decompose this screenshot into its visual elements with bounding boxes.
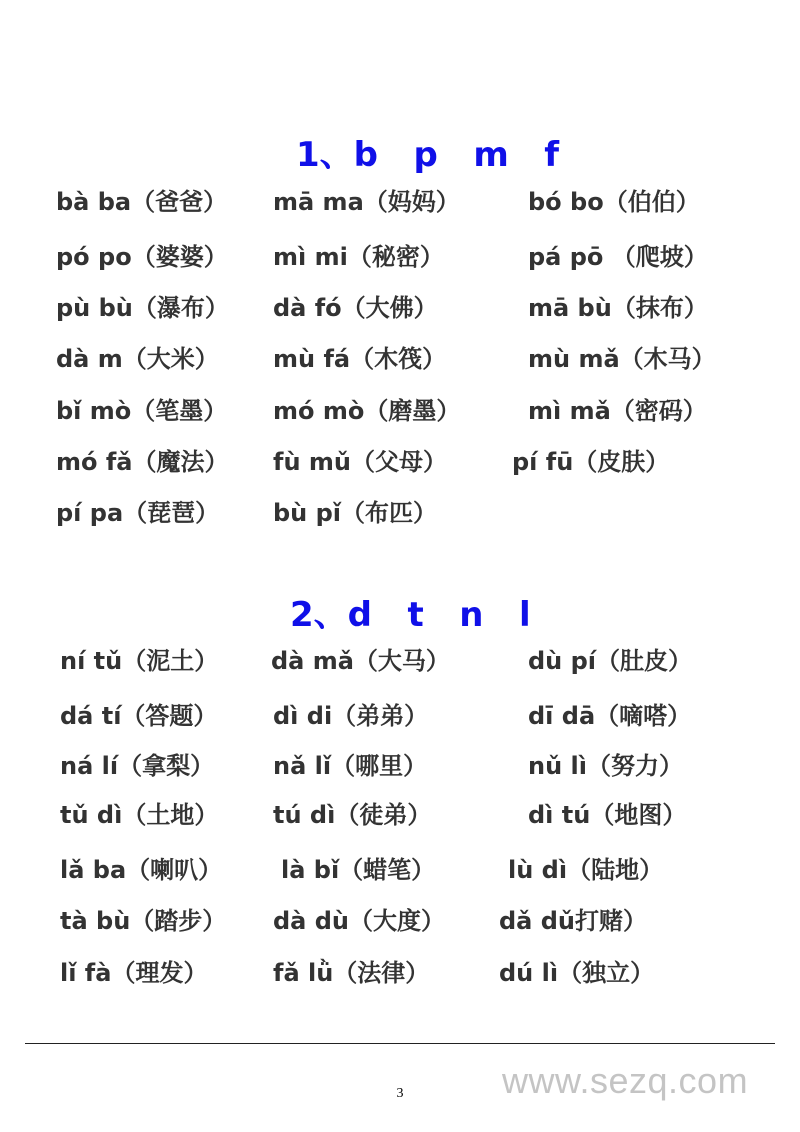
word-entry: nǔ lì（努力） xyxy=(528,752,683,780)
word-entry: dà dù（大度） xyxy=(273,907,445,935)
word-entry: pí pa（琵琶） xyxy=(56,499,220,527)
word-entry: fǎ lǜ（法律） xyxy=(273,959,430,987)
word-entry: tà bù（踏步） xyxy=(60,907,227,935)
word-entry: dá tí（答题） xyxy=(60,702,218,730)
word-entry: tǔ dì（土地） xyxy=(60,801,219,829)
word-entry: dì di（弟弟） xyxy=(273,702,429,730)
word-entry: pí fū（皮肤） xyxy=(512,448,670,476)
word-entry: bù pǐ（布匹） xyxy=(273,499,438,527)
word-entry: lǐ fà（理发） xyxy=(60,959,208,987)
word-entry: bó bo（伯伯） xyxy=(528,188,700,216)
word-entry: lǎ ba（喇叭） xyxy=(60,856,223,884)
word-entry: pó po（婆婆） xyxy=(56,243,228,271)
word-entry: mì mi（秘密） xyxy=(273,243,444,271)
word-entry: bǐ mò（笔墨） xyxy=(56,397,228,425)
word-entry: dī dā（嘀嗒） xyxy=(528,702,692,730)
word-entry: pá pō （爬坡） xyxy=(528,243,708,271)
word-entry: mù fá（木筏） xyxy=(273,345,447,373)
word-entry: dǎ dǔ打赌） xyxy=(499,907,647,935)
word-entry: mā ma（妈妈） xyxy=(273,188,460,216)
word-entry: là bǐ（蜡笔） xyxy=(281,856,436,884)
section-heading-dtnl: 2、d t n l xyxy=(290,595,531,635)
word-entry: lù dì（陆地） xyxy=(508,856,664,884)
word-entry: dà fó（大佛） xyxy=(273,294,438,322)
word-entry: ní tǔ（泥土） xyxy=(60,647,219,675)
word-entry: dà mǎ（大马） xyxy=(271,647,450,675)
word-entry: pù bù（瀑布） xyxy=(56,294,229,322)
word-entry: bà ba（爸爸） xyxy=(56,188,228,216)
word-entry: ná lí（拿梨） xyxy=(60,752,215,780)
watermark: www.sezq.com xyxy=(502,1060,749,1101)
word-entry: mā bù（抹布） xyxy=(528,294,708,322)
word-entry: dì tú（地图） xyxy=(528,801,687,829)
page-number: 3 xyxy=(396,1086,404,1101)
word-entry: nǎ lǐ（哪里） xyxy=(273,752,428,780)
word-entry: mù mǎ（木马） xyxy=(528,345,716,373)
word-entry: fù mǔ（父母） xyxy=(273,448,447,476)
word-entry: mó fǎ（魔法） xyxy=(56,448,229,476)
word-entry: dù pí（肚皮） xyxy=(528,647,693,675)
word-entry: tú dì（徒弟） xyxy=(273,801,432,829)
word-entry: mì mǎ（密码） xyxy=(528,397,707,425)
word-entry: dú lì（独立） xyxy=(499,959,655,987)
footer-divider xyxy=(25,1043,775,1044)
section-heading-bpmf: 1、b p m f xyxy=(296,135,560,175)
word-entry: dà m（大米） xyxy=(56,345,219,373)
word-entry: mó mò（磨墨） xyxy=(273,397,461,425)
